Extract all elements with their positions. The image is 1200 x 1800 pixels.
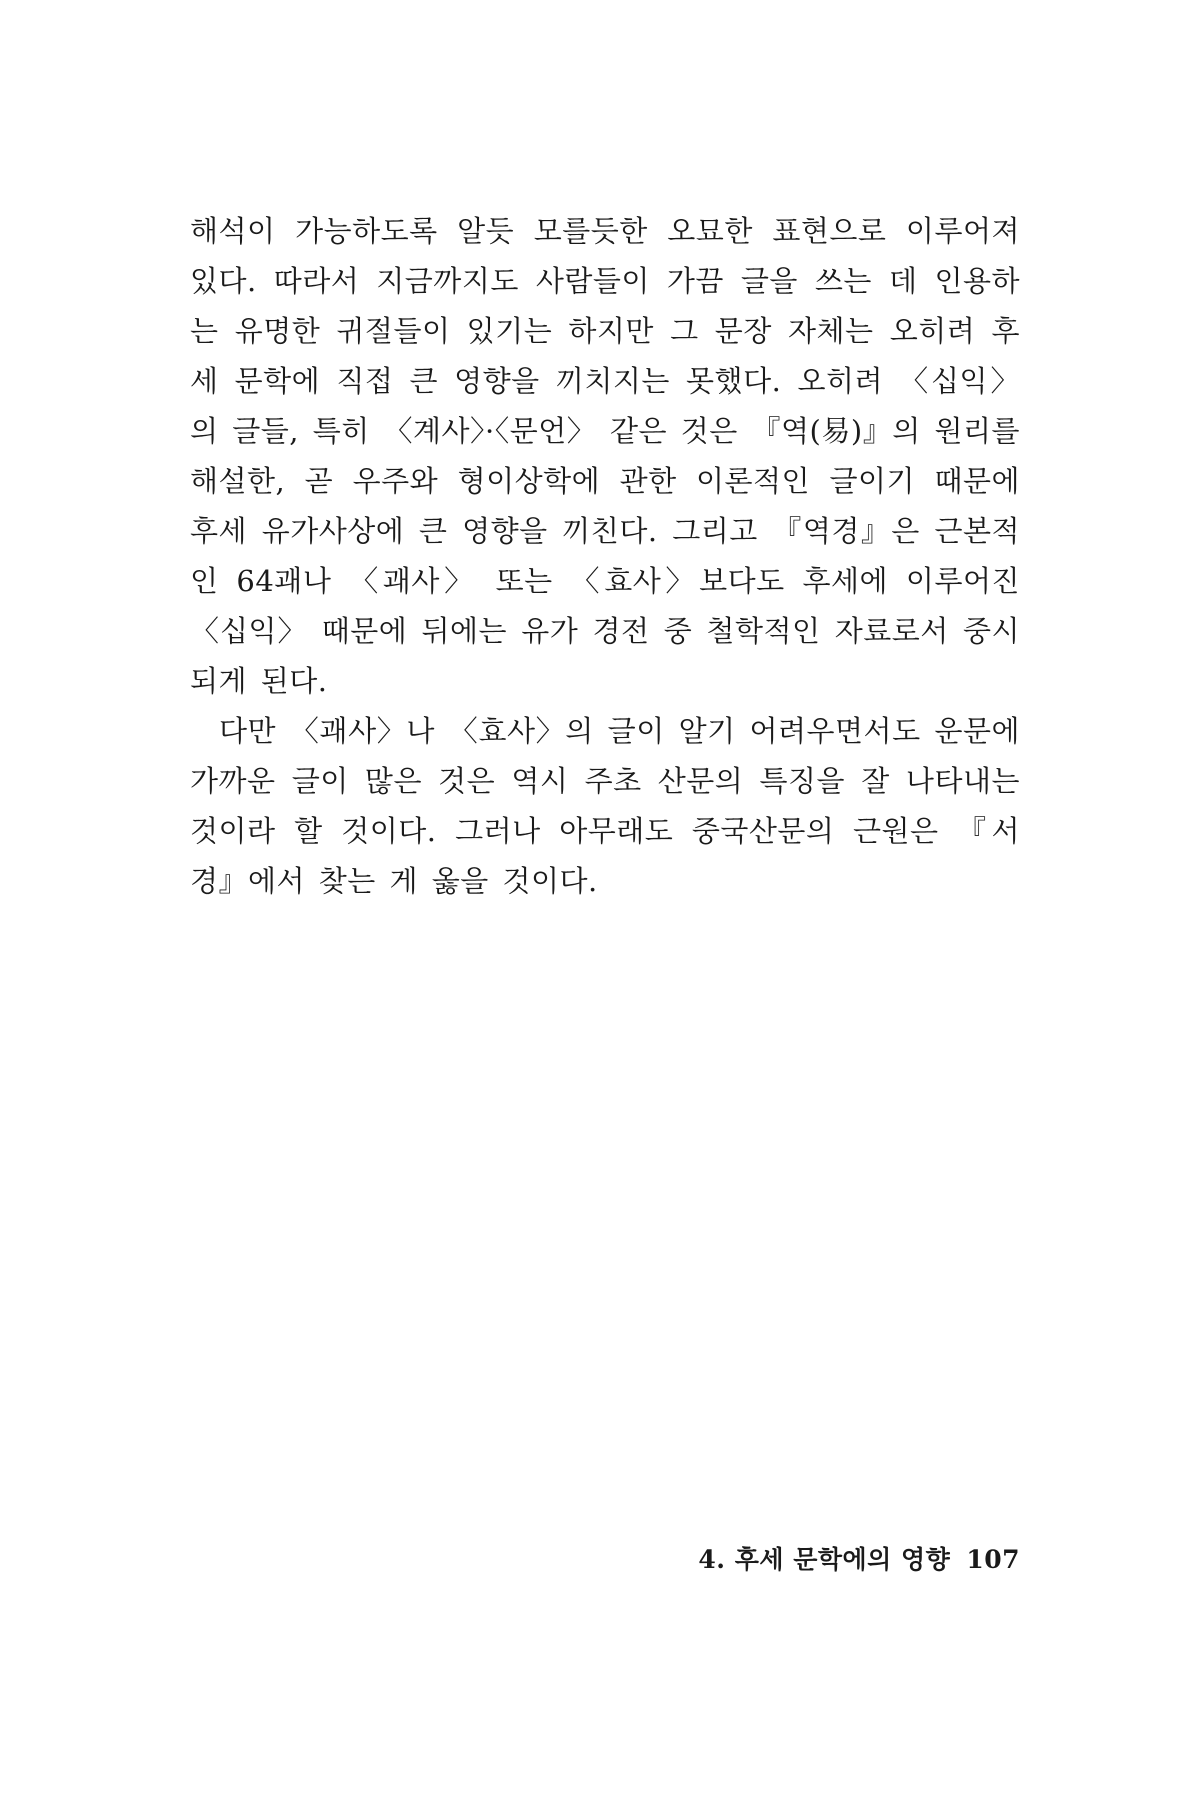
running-footer xyxy=(640,1540,1020,1576)
footer-section-title: 4. 후세 문학에의 영향 xyxy=(698,1545,951,1574)
paragraph-1: 해석이 가능하도록 알듯 모를듯한 오묘한 표현으로 이루어져 있다. 따라서 지금까지도 사람들이 가끔 글을 쓰는 데 인용하는 유명한 귀절들이 있기는 하지만 그 문장 자체는 오히려 후세 문학에 직접 큰 영향을 끼치지는 못했다. 오히려 〈십익〉의 글들, 특히 〈계사〉·〈문언〉 같은 것은 『역(易)』의 원리를 해설한, 곧 우주와 형이상학에 관한 이론적인 글이기 때문에 후세 유가사상에 큰 영향을 끼친다. 그리고 『역경』은 근본적인 64괘나 〈괘사〉 또는 〈효사〉보다도 후세에 이루어진 〈십익〉 때문에 뒤에는 유가 경전 중 철학적인 자료로서 중시되게 된다. xyxy=(190,214,1020,698)
body-text xyxy=(190,206,1020,906)
paragraph-2: 다만 〈괘사〉나 〈효사〉의 글이 알기 어려우면서도 운문에 가까운 글이 많은 것은 역시 주초 산문의 특징을 잘 나타내는 것이라 할 것이다. 그러나 아무래도 중국산문의 근원은 『서경』에서 찾는 게 옳을 것이다. xyxy=(190,714,1020,898)
page-number: 107 xyxy=(966,1545,1020,1574)
